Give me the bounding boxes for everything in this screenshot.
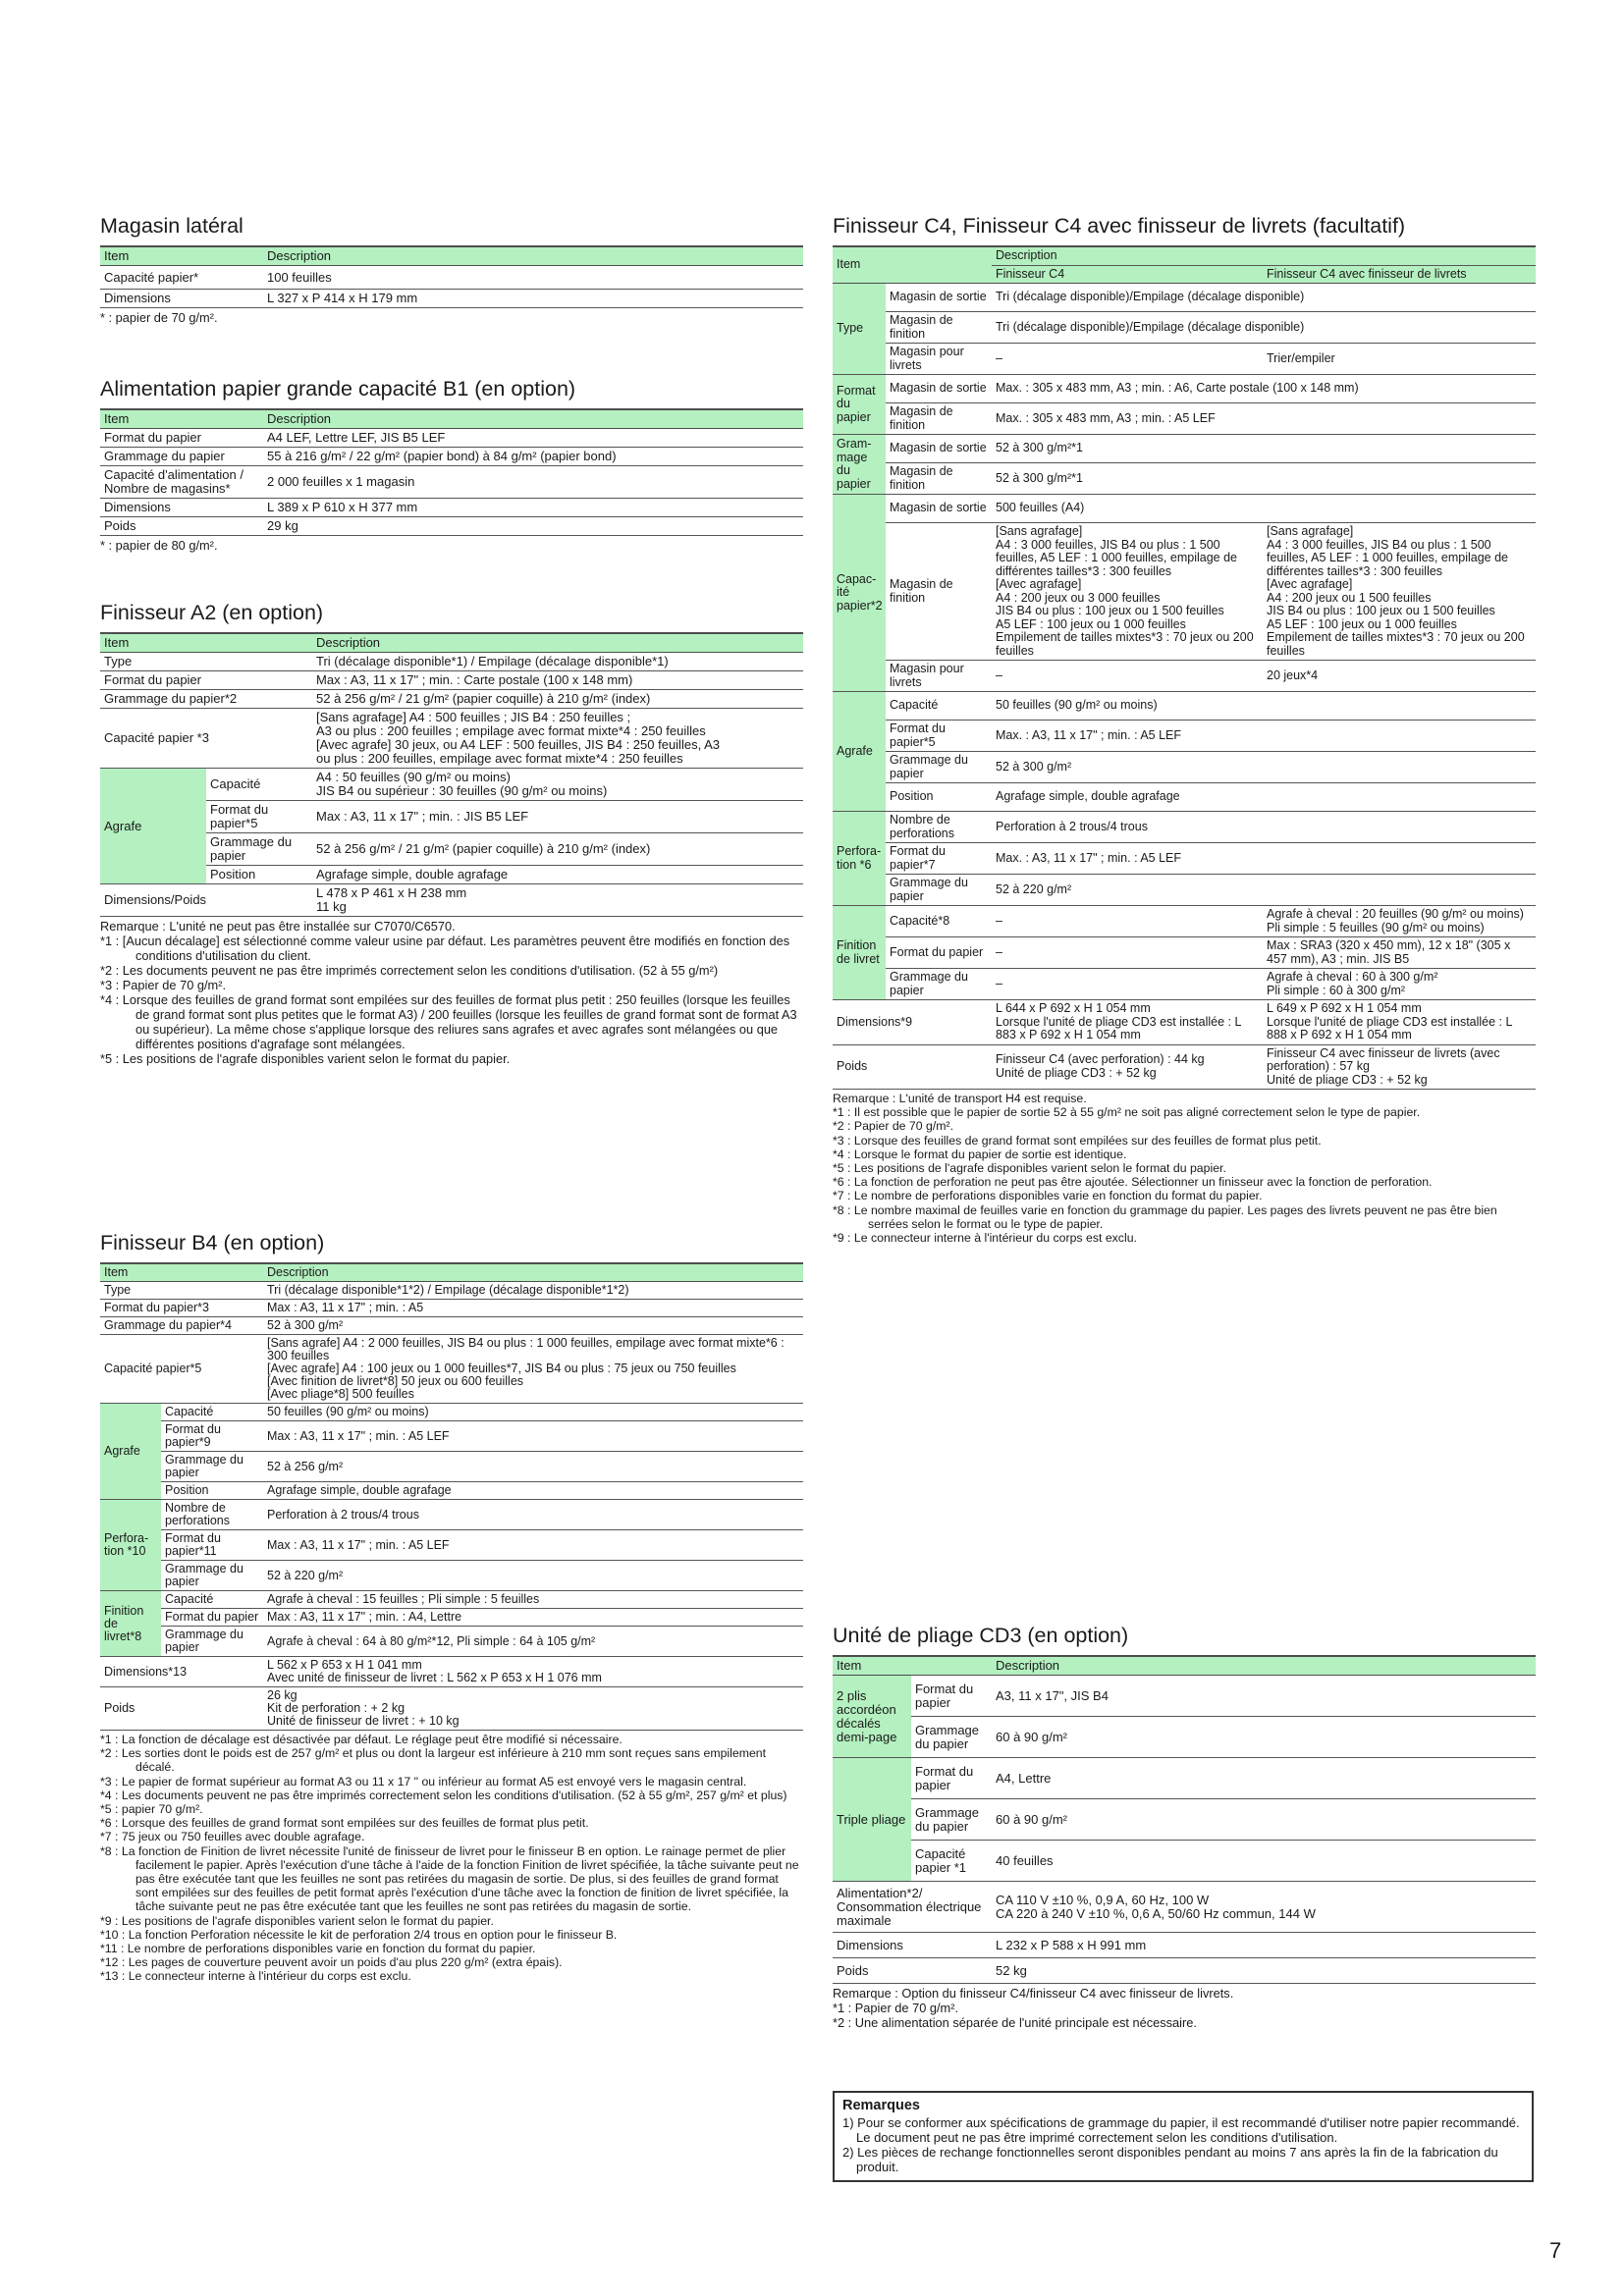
col-header-description: Description <box>992 246 1536 265</box>
table-row <box>833 1000 1536 1045</box>
table-row <box>833 344 1536 375</box>
value-cell-c4: [Sans agrafage] A4 : 3 000 feuilles, JIS B4 ou plus : 1 500 feuilles, A5 LEF : 1 000 feuilles, empilage de différentes tailles*3 : 300 feuilles [Avec agrafage] A4 : 200 jeux ou 3 000 feuilles JIS B4 ou plus : 100 jeux ou 1 500 feuilles A5 LEF : 100 jeux ou 1 000 feuilles Empilement de tailles mixtes*3 : 70 jeux ou 200 feuilles <box>992 523 1263 661</box>
table-row: Poids 29 kg <box>100 517 803 536</box>
footnotes: Remarque : L'unité ne peut pas être installée sur C7070/C6570. *1 : [Aucun décalage] est sélectionné comme valeur usine par défaut. Les paramètres peuvent être modifiés en fonction des conditions d'utilisation du client. *2 : Les documents peuvent ne pas être imprimés correctement selon les conditions d'utilisation. (52 à 55 g/m²) *3 : Papier de 70 g/m². *4 : Lorsque des feuilles de grand format sont empilées sur des feuilles de format plus petit : 250 feuilles (lorsque les feuilles de grand format sont plus petites que le format A3) / 200 feuilles (lorsque les feuilles de grand format sont de format A3 ou supérieur). La même chose s'applique lorsque des reliures sans agrafes et avec agrafes sont mélangées ou que différentes positions d'agrafage sont mélangées. *5 : Les positions de l'agrafe disponibles varient selon le format du papier. <box>100 919 797 1066</box>
sub-label: Nombre de perforations <box>886 812 992 843</box>
section-pliage-cd3 <box>833 1622 1536 2030</box>
table-row: Dimensions L 232 x P 588 x H 991 mm <box>833 1933 1536 1958</box>
table-row: Grammage du papier*2 52 à 256 g/m² / 21 g/m² (papier coquille) à 210 g/m² (index) <box>100 690 803 709</box>
section-magasin-lateral <box>100 212 803 325</box>
spec-table <box>100 632 803 917</box>
value-cell: Agrafage simple, double agrafage <box>992 783 1536 812</box>
spec-table <box>833 245 1536 1090</box>
table-row: Finition de livret*8 Capacité Agrafe à cheval : 15 feuilles ; Pli simple : 5 feuilles <box>100 1591 803 1609</box>
col-header-item: Item <box>833 246 992 284</box>
sub-label: Magasin pour livrets <box>886 344 992 375</box>
value-cell-c4-livrets: [Sans agrafage] A4 : 3 000 feuilles, JIS B4 ou plus : 1 500 feuilles, A5 LEF : 1 000 feuilles, empilage de différentes tailles*3 : 300 feuilles [Avec agrafage] A4 : 200 jeux ou 1 500 feuilles JIS B4 ou plus : 100 jeux ou 1 500 feuilles A5 LEF : 100 jeux ou 1 000 feuilles Empilement de tailles mixtes*3 : 70 jeux ou 200 feuilles <box>1263 523 1536 661</box>
c4-table-body <box>833 284 1536 1090</box>
value-cell-c4: – <box>992 906 1263 937</box>
value-cell-c4-livrets: 20 jeux*4 <box>1263 661 1536 692</box>
remarques-box <box>833 2091 1534 2182</box>
table-row: Grammage du papier 60 à 90 g/m² <box>833 1799 1536 1841</box>
value-cell: Max. : 305 x 483 mm, A3 ; min. : A6, Carte postale (100 x 148 mm) <box>992 375 1536 403</box>
value-cell-c4-livrets: Trier/empiler <box>1263 344 1536 375</box>
sub-label: Magasin de finition <box>886 523 992 661</box>
table-row <box>833 752 1536 783</box>
table-row <box>833 783 1536 812</box>
table-row: Dimensions L 389 x P 610 x H 377 mm <box>100 499 803 517</box>
col-header-item: Item <box>100 1263 263 1282</box>
remarques-title: Remarques <box>842 2098 920 2113</box>
sub-label: Magasin de sortie <box>886 495 992 523</box>
sub-label: Format du papier*5 <box>886 721 992 752</box>
sub-label: Magasin pour livrets <box>886 661 992 692</box>
section-title: Unité de pliage CD3 (en option) <box>833 1624 1129 1647</box>
value-cell: 52 à 300 g/m² <box>992 752 1536 783</box>
table-row <box>833 1044 1536 1090</box>
table-row: Capacité papier *3 [Sans agrafage] A4 : 500 feuilles ; JIS B4 : 250 feuilles ; A3 ou plus : 200 feuilles ; empilage avec format mixte*4 : 250 feuilles [Avec agrafe] 30 jeux, ou A4 LEF : 500 feuilles, JIS B4 : 250 feuilles, A3 ou plus : 200 feuilles, empilage avec format mixte*4 : 250 feuilles <box>100 709 803 769</box>
value-cell-c4: – <box>992 969 1263 1000</box>
table-row <box>833 463 1536 495</box>
spec-table <box>100 408 803 536</box>
footnotes: Remarque : L'unité de transport H4 est requise. *1 : Il est possible que le papier de sortie 52 à 55 g/m² ne soit pas aligné correctement selon le type de papier. *2 : Papier de 70 g/m². *3 : Lorsque des feuilles de grand format sont empilées sur des feuilles de format plus petit. *4 : Lorsque le format du papier de sortie est identique. *5 : Les positions de l'agrafe disponibles varient selon le format du papier. *6 : La fonction de perforation ne peut pas être ajoutée. Sélectionner un finisseur avec la fonction de perforation. *7 : Le nombre de perforations disponibles varie en fonction du format du papier. *8 : Le nombre maximal de feuilles varie en fonction du grammage du papier. Les pages des livrets peuvent ne pas être bien serrées selon le format ou le type de papier. *9 : Le connecteur interne à l'intérieur du corps est exclu. <box>833 1092 1497 1246</box>
table-row: Grammage du papier 60 à 90 g/m² <box>833 1717 1536 1758</box>
sub-label: Magasin de finition <box>886 312 992 344</box>
sub-label: Format du papier*7 <box>886 843 992 875</box>
spec-table <box>100 1262 803 1731</box>
col-header-description: Description <box>992 1656 1536 1676</box>
table-row: Format du papier*5 Max : A3, 11 x 17" ; min. : JIS B5 LEF <box>100 801 803 833</box>
table-row <box>833 312 1536 344</box>
table-row: Format du papier*9 Max : A3, 11 x 17" ; min. : A5 LEF <box>100 1421 803 1452</box>
table-row: Grammage du papier 55 à 216 g/m² / 22 g/m² (papier bond) à 84 g/m² (papier bond) <box>100 448 803 466</box>
table-row <box>833 375 1536 403</box>
table-row <box>833 403 1536 435</box>
group-label: Gram-mage du papier <box>833 435 886 495</box>
col-header-description: Description <box>263 409 803 429</box>
footnotes: * : papier de 80 g/m². <box>100 538 218 553</box>
table-row <box>833 435 1536 463</box>
row-label: Poids <box>833 1044 992 1090</box>
sub-label: Magasin de sortie <box>886 284 992 312</box>
section-finisseur-b4 <box>100 1229 803 1984</box>
section-title: Alimentation papier grande capacité B1 (en option) <box>100 377 576 400</box>
sub-label: Grammage du papier <box>886 752 992 783</box>
table-row: Grammage du papier Agrafe à cheval : 64 à 80 g/m²*12, Pli simple : 64 à 105 g/m² <box>100 1627 803 1657</box>
section-title: Finisseur C4, Finisseur C4 avec finisseur de livrets (facultatif) <box>833 214 1406 238</box>
spec-table <box>833 1655 1536 1984</box>
value-cell: Tri (décalage disponible)/Empilage (décalage disponible) <box>992 284 1536 312</box>
table-row: Position Agrafage simple, double agrafage <box>100 1482 803 1500</box>
table-row <box>833 937 1536 969</box>
footnotes: Remarque : Option du finisseur C4/finisseur C4 avec finisseur de livrets. *1 : Papier de 70 g/m². *2 : Une alimentation séparée de l'unité principale est nécessaire. <box>833 1986 1234 2030</box>
section-title: Finisseur A2 (en option) <box>100 601 324 624</box>
footnotes: *1 : La fonction de décalage est désactivée par défaut. Le réglage peut être modifié si nécessaire. *2 : Les sorties dont le poids est de 257 g/m² et plus ou dont la largeur est inférieure à 210 mm sont reçues sans empilement décalé. *3 : Le papier de format supérieur au format A3 ou 11 x 17 " ou inférieur au format A5 est envoyé vers le magasin central. *4 : Les documents peuvent ne pas être imprimés correctement selon les conditions d'utilisation. (52 à 55 g/m², 257 g/m² et plus) *5 : papier 70 g/m². *6 : Lorsque des feuilles de grand format sont empilées sur des feuilles de format plus petit. *7 : 75 jeux ou 750 feuilles avec double agrafage. *8 : La fonction de Finition de livret nécessite l'unité de finisseur de livret pour le finisseur B en option. Le rainage permet de plier facilement le papier. Après l'exécution d'une tâche à l'aide de la fonction Finition de livret spécifiée, la tâche suivante peut ne pas être exécutée tant que les feuilles ne sont pas retirées du magasin de sortie. De plus, si des feuilles de grand format sont empilées sur des feuilles de petit format après l'exécution d'une tâche avec la fonction de finition de livret spécifiée, la tâche suivante peut ne pas être exécutée tant que les feuilles ne sont pas retirées du magasin de sortie. *9 : Les positions de l'agrafe disponibles varient selon le format du papier. *10 : La fonction Perforation nécessite le kit de perforation 2/4 trous en option pour le finisseur B. *11 : Le nombre de perforations disponibles varie en fonction du format du papier. *12 : Les pages de couverture peuvent avoir un poids d'au plus 220 g/m² (extra épais). *13 : Le connecteur interne à l'intérieur du corps est exclu. <box>100 1733 799 1984</box>
col-header-item: Item <box>100 633 312 653</box>
table-row: Format du papier A4 LEF, Lettre LEF, JIS B5 LEF <box>100 429 803 448</box>
table-row: Grammage du papier 52 à 256 g/m² <box>100 1452 803 1482</box>
table-row: Type Tri (décalage disponible*1) / Empilage (décalage disponible*1) <box>100 653 803 671</box>
value-cell-c4-livrets: Max : SRA3 (320 x 450 mm), 12 x 18" (305 x 457 mm), A3 ; min. JIS B5 <box>1263 937 1536 969</box>
value-cell: Max. : A3, 11 x 17" ; min. : A5 LEF <box>992 721 1536 752</box>
table-row <box>833 906 1536 937</box>
table-row: Grammage du papier 52 à 256 g/m² / 21 g/m² (papier coquille) à 210 g/m² (index) <box>100 833 803 866</box>
group-label: Agrafe <box>833 692 886 812</box>
table-row <box>833 661 1536 692</box>
table-row: Dimensions L 327 x P 414 x H 179 mm <box>100 290 803 308</box>
value-cell: Max. : 305 x 483 mm, A3 ; min. : A5 LEF <box>992 403 1536 435</box>
col-header-description: Description <box>312 633 803 653</box>
value-cell-c4-livrets: Finisseur C4 avec finisseur de livrets (avec perforation) : 57 kg Unité de pliage CD3 : + 52 kg <box>1263 1044 1536 1090</box>
table-row: Dimensions/Poids L 478 x P 461 x H 238 mm 11 kg <box>100 884 803 917</box>
table-row: Capacité papier* 100 feuilles <box>100 266 803 290</box>
sub-label: Capacité*8 <box>886 906 992 937</box>
col-header-description: Description <box>263 246 803 266</box>
table-row: Format du papier Max : A3, 11 x 17" ; min. : Carte postale (100 x 148 mm) <box>100 671 803 690</box>
table-row: Grammage du papier 52 à 220 g/m² <box>100 1561 803 1591</box>
value-cell-c4-livrets: Agrafe à cheval : 20 feuilles (90 g/m² ou moins) Pli simple : 5 feuilles (90 g/m² ou moins) <box>1263 906 1536 937</box>
table-row <box>833 843 1536 875</box>
table-row: Format du papier Max : A3, 11 x 17" ; min. : A4, Lettre <box>100 1609 803 1627</box>
value-cell-c4-livrets: Agrafe à cheval : 60 à 300 g/m² Pli simple : 60 à 300 g/m² <box>1263 969 1536 1000</box>
table-row: Position Agrafage simple, double agrafage <box>100 866 803 884</box>
table-row <box>833 495 1536 523</box>
table-row: Type Tri (décalage disponible*1*2) / Empilage (décalage disponible*1*2) <box>100 1282 803 1300</box>
table-row: Grammage du papier*4 52 à 300 g/m² <box>100 1317 803 1335</box>
table-row: Perfora-tion *10 Nombre de perforations Perforation à 2 trous/4 trous <box>100 1500 803 1530</box>
value-cell-c4: – <box>992 937 1263 969</box>
sub-label: Grammage du papier <box>886 969 992 1000</box>
table-row: Triple pliage Format du papier A4, Lettre <box>833 1758 1536 1799</box>
col-header-item: Item <box>100 409 263 429</box>
sub-label: Magasin de finition <box>886 463 992 495</box>
table-row: Agrafe Capacité A4 : 50 feuilles (90 g/m² ou moins) JIS B4 ou supérieur : 30 feuilles (90 g/m² ou moins) <box>100 769 803 801</box>
sub-label: Magasin de sortie <box>886 435 992 463</box>
col-header-item: Item <box>833 1656 992 1676</box>
table-row: Agrafe Capacité 50 feuilles (90 g/m² ou moins) <box>100 1404 803 1421</box>
table-row <box>833 875 1536 906</box>
col-header-item: Item <box>100 246 263 266</box>
table-row <box>833 284 1536 312</box>
table-row: Alimentation*2/ Consommation électrique maximale CA 110 V ±10 %, 0,9 A, 60 Hz, 100 W CA 220 à 240 V ±10 %, 0,6 A, 50/60 Hz commun, 144 W <box>833 1882 1536 1933</box>
value-cell: 52 à 220 g/m² <box>992 875 1536 906</box>
value-cell: Perforation à 2 trous/4 trous <box>992 812 1536 843</box>
value-cell-c4: – <box>992 661 1263 692</box>
value-cell-c4: Finisseur C4 (avec perforation) : 44 kg Unité de pliage CD3 : + 52 kg <box>992 1044 1263 1090</box>
group-label: Finition de livret <box>833 906 886 1000</box>
table-row <box>833 812 1536 843</box>
value-cell-c4-livrets: L 649 x P 692 x H 1 054 mm Lorsque l'unité de pliage CD3 est installée : L 888 x P 692 x H 1 054 mm <box>1263 1000 1536 1045</box>
section-title: Finisseur B4 (en option) <box>100 1231 325 1255</box>
value-cell: 50 feuilles (90 g/m² ou moins) <box>992 692 1536 721</box>
value-cell: 500 feuilles (A4) <box>992 495 1536 523</box>
col-header-finisseur-c4: Finisseur C4 <box>992 265 1263 284</box>
sub-label: Capacité <box>886 692 992 721</box>
table-row <box>833 692 1536 721</box>
sub-label: Magasin de sortie <box>886 375 992 403</box>
value-cell: 52 à 300 g/m²*1 <box>992 435 1536 463</box>
sub-label: Magasin de finition <box>886 403 992 435</box>
section-finisseur-a2 <box>100 599 803 1066</box>
footnotes: * : papier de 70 g/m². <box>100 310 218 325</box>
sub-label: Grammage du papier <box>886 875 992 906</box>
remarque-item: 1) Pour se conformer aux spécifications de grammage du papier, il est recommandé d'utiliser notre papier recommandé. Le document peut ne pas être imprimé correctement selon les conditions d'utilisation. <box>842 2115 1520 2145</box>
value-cell-c4: L 644 x P 692 x H 1 054 mm Lorsque l'unité de pliage CD3 est installée : L 883 x P 692 x H 1 054 mm <box>992 1000 1263 1045</box>
section-finisseur-c4 <box>833 212 1536 1245</box>
group-label: Capac-ité papier*2 <box>833 495 886 692</box>
col-header-description: Description <box>263 1263 803 1282</box>
section-title: Magasin latéral <box>100 214 244 238</box>
group-label: Type <box>833 284 886 375</box>
table-row <box>833 969 1536 1000</box>
section-alimentation-b1 <box>100 375 803 553</box>
table-row: 2 plis accordéon décalés demi-page Format du papier A3, 11 x 17", JIS B4 <box>833 1676 1536 1717</box>
value-cell: Max. : A3, 11 x 17" ; min. : A5 LEF <box>992 843 1536 875</box>
table-row: Capacité papier *1 40 feuilles <box>833 1841 1536 1882</box>
table-row: Dimensions*13 L 562 x P 653 x H 1 041 mm Avec unité de finisseur de livret : L 562 x P 653 x H 1 076 mm <box>100 1657 803 1687</box>
sub-label: Format du papier <box>886 937 992 969</box>
table-row: Format du papier*3 Max : A3, 11 x 17" ; min. : A5 <box>100 1300 803 1317</box>
value-cell: Tri (décalage disponible)/Empilage (décalage disponible) <box>992 312 1536 344</box>
table-row: Poids 26 kg Kit de perforation : + 2 kg Unité de finisseur de livret : + 10 kg <box>100 1687 803 1731</box>
table-row: Capacité d'alimentation / Nombre de magasins* 2 000 feuilles x 1 magasin <box>100 466 803 499</box>
table-row: Poids 52 kg <box>833 1958 1536 1984</box>
sub-label: Position <box>886 783 992 812</box>
col-header-finisseur-c4-livrets: Finisseur C4 avec finisseur de livrets <box>1263 265 1536 284</box>
table-row: Format du papier*11 Max : A3, 11 x 17" ; min. : A5 LEF <box>100 1530 803 1561</box>
spec-table <box>100 245 803 308</box>
group-label: Format du papier <box>833 375 886 435</box>
table-row: Capacité papier*5 [Sans agrafe] A4 : 2 000 feuilles, JIS B4 ou plus : 1 000 feuilles, empilage avec format mixte*6 : 300 feuilles [Avec agrafe] A4 : 100 jeux ou 1 000 feuilles*7, JIS B4 ou plus : 75 jeux ou 750 feuilles [Avec finition de livret*8] 50 jeux ou 600 feuilles [Avec pliage*8] 500 feuilles <box>100 1335 803 1404</box>
table-row <box>833 721 1536 752</box>
page-number: 7 <box>1549 2238 1562 2263</box>
row-label: Dimensions*9 <box>833 1000 992 1045</box>
value-cell: 52 à 300 g/m²*1 <box>992 463 1536 495</box>
value-cell-c4: – <box>992 344 1263 375</box>
group-label: Perfora-tion *6 <box>833 812 886 906</box>
table-row <box>833 523 1536 661</box>
remarque-item: 2) Les pièces de rechange fonctionnelles seront disponibles pendant au moins 7 ans après la fin de la fabrication du produit. <box>842 2145 1498 2174</box>
